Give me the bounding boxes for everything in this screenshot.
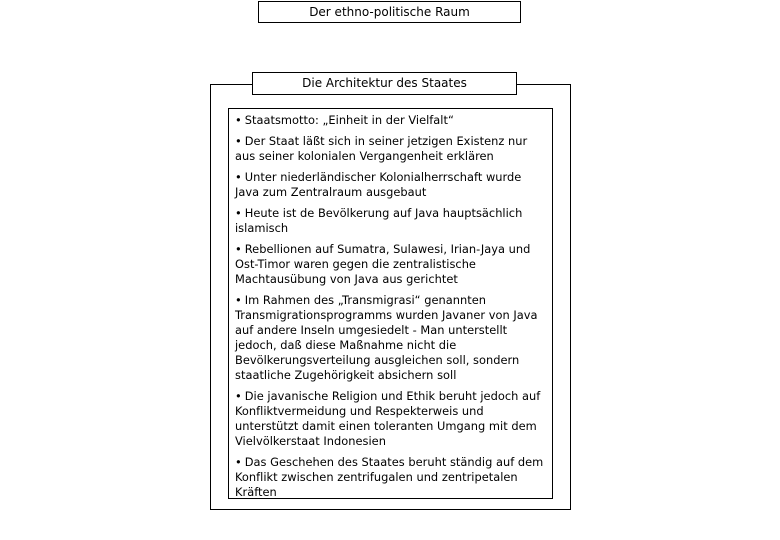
list-item	[235, 293, 547, 383]
list-item	[235, 206, 547, 236]
bullet-list	[228, 108, 553, 499]
bullet-icon: •	[235, 293, 242, 307]
list-item	[235, 455, 547, 500]
bullet-icon: •	[235, 170, 242, 184]
bullet-icon: •	[235, 389, 242, 403]
list-item	[235, 242, 547, 287]
list-item	[235, 113, 547, 128]
page-title: Der ethno-politische Raum	[258, 1, 521, 23]
bullet-icon: •	[235, 206, 242, 220]
list-item-text: Staatsmotto: „Einheit in der Vielfalt“	[244, 113, 454, 127]
list-item-text: Im Rahmen des „Transmigrasi“ genannten Transmigrationsprogramms wurden Javaner von Java auf andere Inseln umgesiedelt - Man unterstellt jedoch, daß diese Maßnahme nicht die Bevölkerungsverteilung ausgleichen soll, sondern staatliche Zugehörigkeit absichern soll	[235, 293, 538, 382]
list-item-text: Heute ist de Bevölkerung auf Java hauptsächlich islamisch	[235, 206, 523, 235]
list-item-text: Rebellionen auf Sumatra, Sulawesi, Irian-Jaya und Ost-Timor waren gegen die zentralistische Machtausübung von Java aus gerichtet	[235, 242, 531, 286]
list-item-text: Der Staat läßt sich in seiner jetzigen Existenz nur aus seiner kolonialen Vergangenheit erklären	[235, 134, 528, 163]
bullet-icon: •	[235, 134, 242, 148]
list-item-text: Unter niederländischer Kolonialherrschaft wurde Java zum Zentralraum ausgebaut	[235, 170, 522, 199]
bullet-icon: •	[235, 455, 242, 469]
list-item	[235, 134, 547, 164]
bullet-icon: •	[235, 113, 242, 127]
bullet-icon: •	[235, 242, 242, 256]
list-item	[235, 389, 547, 449]
list-item	[235, 170, 547, 200]
list-item-text: Die javanische Religion und Ethik beruht jedoch auf Konfliktvermeidung und Respekterweis und unterstützt damit einen toleranten Umgang mit dem Vielvölkerstaat Indonesien	[235, 389, 541, 448]
section-title: Die Architektur des Staates	[252, 72, 517, 95]
list-item-text: Das Geschehen des Staates beruht ständig auf dem Konflikt zwischen zentrifugalen und zentripetalen Kräften	[235, 455, 544, 499]
